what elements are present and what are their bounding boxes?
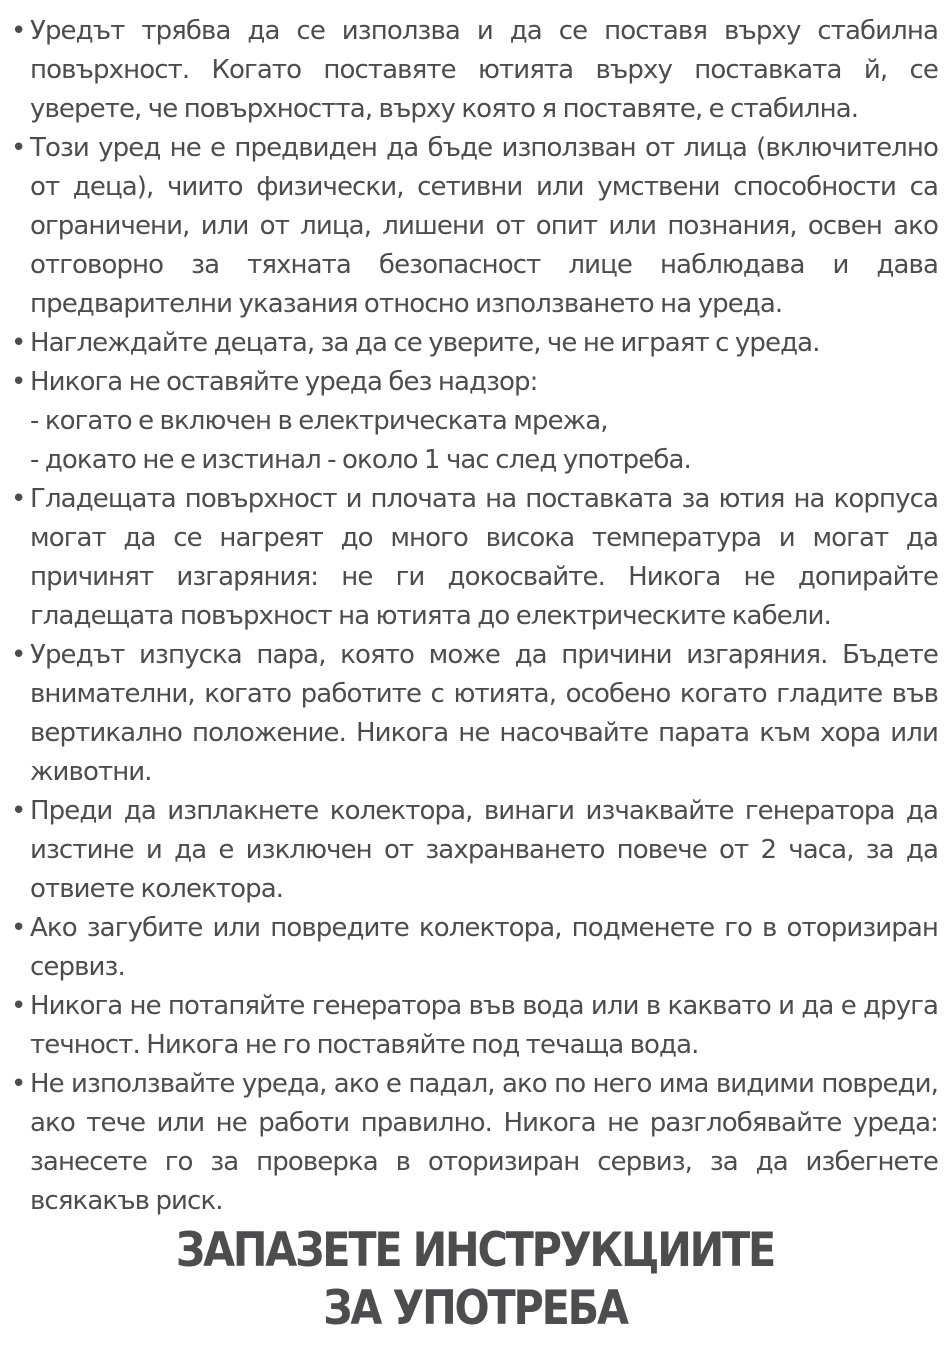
- item-text: Не използвайте уреда, ако е падал, ако по него има видими повреди, ако тече или не работи правилно. Никога не разглобявайте уреда: занесете го за проверка в оторизиран сервиз, за да избегнете всякакъв риск.: [30, 1069, 938, 1216]
- item-text: Ако загубите или повредите колектора, подменете го в оторизиран сервиз.: [30, 913, 938, 982]
- list-item: [0, 909, 950, 987]
- item-text: Този уред не е предвиден да бъде използван от лица (включително от деца), чиито физически, сетивни или умствени способности са ограничени, или от лица, лишени от опит или познания, освен ако отговорно за тяхната безопасност лице наблюдава и дава предварителни указания относно използването на уреда.: [30, 133, 938, 319]
- bullet: •: [11, 484, 26, 514]
- bullet: •: [11, 133, 26, 163]
- footer-line: ЗА УПОТРЕБА: [323, 1281, 627, 1336]
- list-item: [0, 129, 950, 324]
- list-item: [0, 12, 950, 129]
- bullet: •: [11, 991, 26, 1021]
- item-text: Наглеждайте децата, за да се уверите, че не играят с уреда.: [30, 328, 820, 358]
- bullet: •: [11, 913, 26, 943]
- sub-item: - когато е включен в електрическата мрежа,: [30, 406, 608, 436]
- bullet: •: [11, 796, 26, 826]
- bullet: •: [11, 16, 26, 46]
- safety-instructions: [0, 12, 950, 1221]
- list-item: [0, 1065, 950, 1221]
- bullet: •: [11, 328, 26, 358]
- list-item: [0, 792, 950, 909]
- item-text: Гладещата повърхност и плочата на поставката за ютия на корпуса могат да се нагреят до много висока температура и могат да причинят изгаряния: не ги докосвайте. Никога не допирайте гладещата повърхност на ютията до електрическите кабели.: [30, 484, 938, 631]
- list-item: [0, 987, 950, 1065]
- footer-line: ЗАПАЗЕТЕ ИНСТРУКЦИИТЕ: [175, 1223, 775, 1278]
- list-item: [0, 480, 950, 636]
- bullet: •: [11, 367, 26, 397]
- list-item: [0, 636, 950, 792]
- footer-heading: [57, 1222, 893, 1338]
- bullet: •: [11, 1069, 26, 1099]
- item-text: Преди да изплакнете колектора, винаги изчаквайте генератора да изстине и да е изключен от захранването повече от 2 часа, за да отвиете колектора.: [30, 796, 938, 904]
- item-text: Никога не потапяйте генератора във вода или в каквато и да е друга течност. Никога не го поставяйте под течаща вода.: [30, 991, 938, 1060]
- item-text: Уредът трябва да се използва и да се поставя върху стабилна повърхност. Когато поставяте ютията върху поставката й, се уверете, че повърхността, върху която я поставяте, е стабилна.: [30, 16, 938, 124]
- list-item: [0, 363, 950, 480]
- bullet: •: [11, 640, 26, 670]
- item-text: Никога не оставяйте уреда без надзор:: [30, 367, 538, 397]
- item-text: Уредът изпуска пара, която може да причини изгаряния. Бъдете внимателни, когато работите с ютията, особено когато гладите във вертикално положение. Никога не насочвайте парата към хора или животни.: [30, 640, 938, 787]
- sub-item: - докато не е изстинал - около 1 час след употреба.: [30, 445, 691, 475]
- list-item: [0, 324, 950, 363]
